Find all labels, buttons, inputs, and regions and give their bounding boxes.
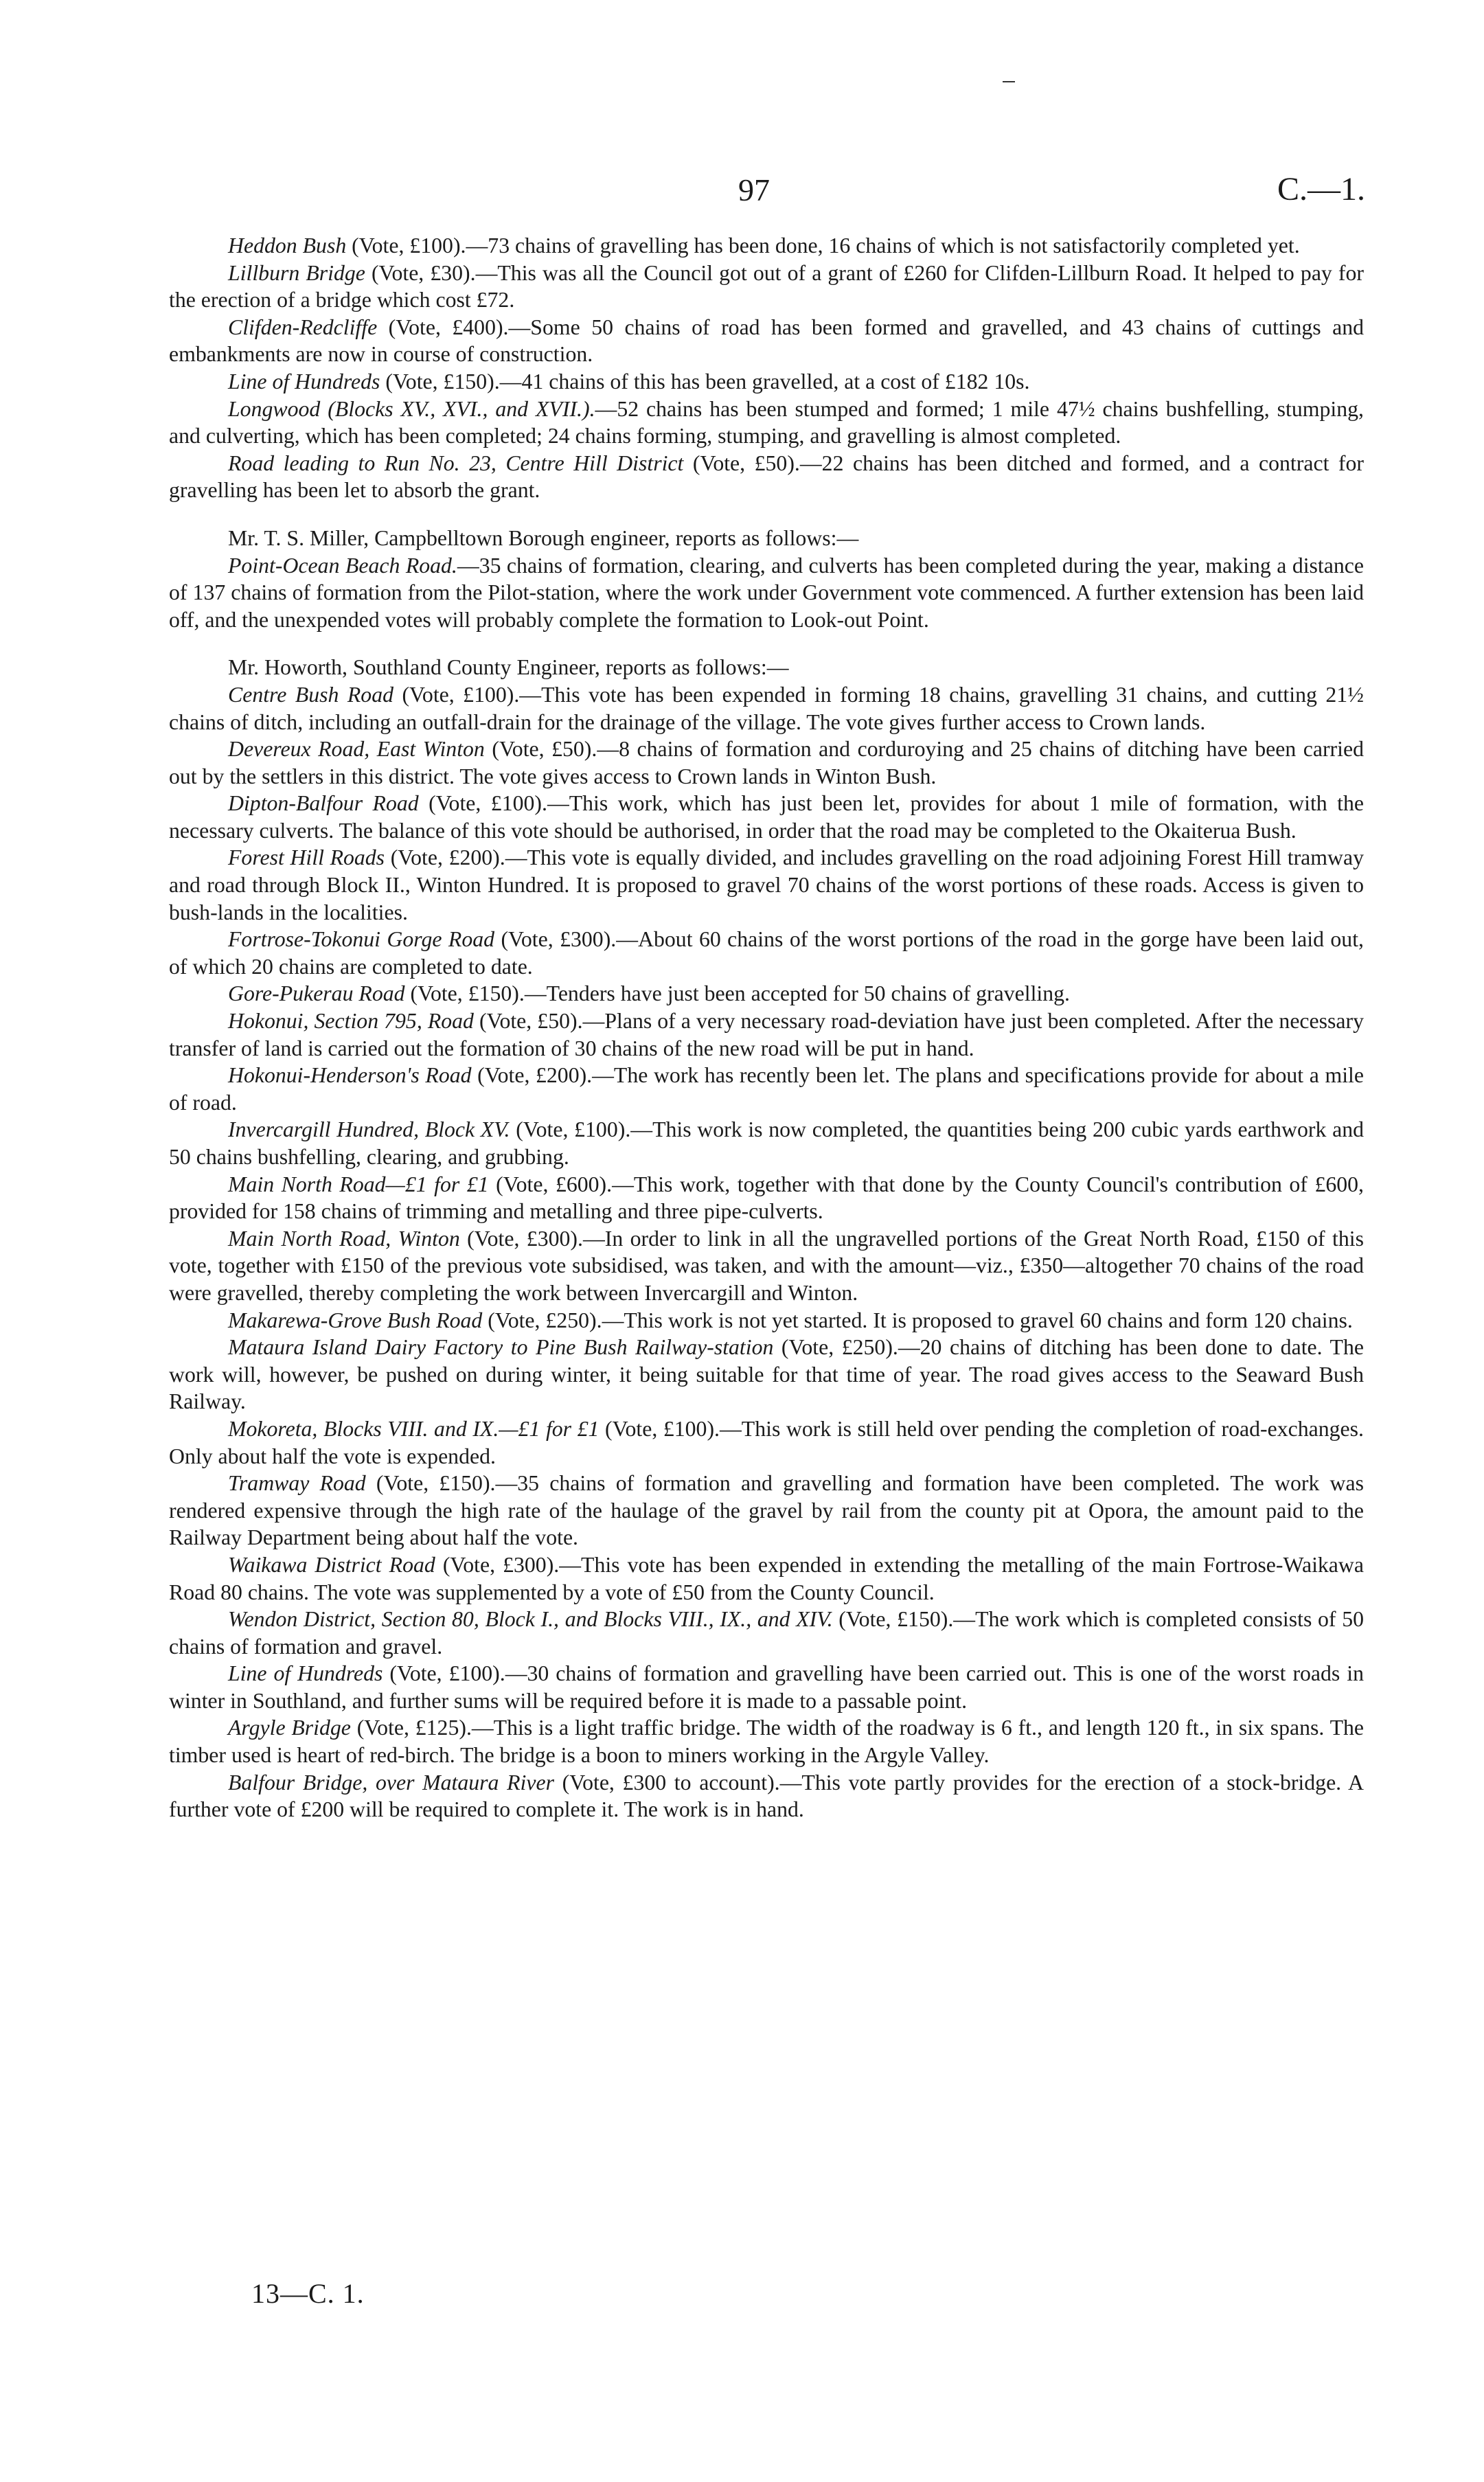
paragraph-heading: Wendon District, Section 80, Block I., and Blocks VIII., IX., and XIV. (228, 1607, 833, 1632)
paragraph-text: (Vote, £150).—Tenders have just been accepted for 50 chains of gravelling. (404, 981, 1070, 1006)
paragraph-heading: Lillburn Bridge (228, 260, 365, 285)
paragraph-heading: Line of Hundreds (228, 1661, 383, 1686)
report-paragraph (169, 926, 1364, 980)
report-paragraph (169, 1415, 1364, 1470)
paragraph-heading: Line of Hundreds (228, 369, 380, 394)
corner-mark (1003, 81, 1015, 82)
report-paragraph (169, 1606, 1364, 1660)
paragraph-text: (Vote, £100).—This work is still held over pending the completion of road-exchanges. Only about half the vote is expended. (169, 1416, 1364, 1468)
report-paragraph (169, 1714, 1364, 1768)
report-paragraph (169, 1116, 1364, 1170)
paragraph-text: (Vote, £150).—35 chains of formation and gravelling and formation have been completed. The work was rendered expensive through the high rate of the haulage of the gravel by rail from the county pit at Opora, the amount paid to the Railway Department being about half the vote. (169, 1471, 1364, 1550)
paragraph-heading: Heddon Bush (228, 234, 347, 258)
paragraph-text: (Vote, £600).—This work, together with that done by the County Council's contribution of £600, provided for 158 chains of trimming and metalling and three pipe-culverts. (169, 1172, 1364, 1224)
report-paragraph (169, 1470, 1364, 1551)
report-paragraph (169, 1007, 1364, 1062)
paragraph-text: —52 chains has been stumped and formed; 1 mile 47½ chains bushfelling, stumping, and culverting, which has been completed; 24 chains forming, stumping, and gravelling is almost completed. (169, 396, 1364, 448)
paragraph-heading: Hokonui-Henderson's Road (228, 1063, 472, 1088)
paragraph-heading: Devereux Road, East Winton (228, 737, 485, 762)
paragraph-text: (Vote, £100).—This work is now completed, the quantities being 200 cubic yards earthwork and 50 chains bushfelling, clearing, and grubbing. (169, 1117, 1364, 1169)
paragraph-heading: Fortrose-Tokonui Gorge Road (228, 927, 495, 952)
report-paragraph (169, 1769, 1364, 1823)
paragraph-text: (Vote, £125).—This is a light traffic bridge. The width of the roadway is 6 ft., and length 120 ft., in six spans. The timber used is heart of red-birch. The bridge is a boon to miners working in the Argyle Valley. (169, 1716, 1364, 1768)
report-paragraph (169, 1660, 1364, 1714)
paragraph-text: (Vote, £50).—22 chains has been ditched and formed, and a contract for gravelling has been let to absorb the grant. (169, 451, 1365, 503)
paragraph-text: Mr. T. S. Miller, Campbelltown Borough engineer, reports as follows:— (228, 525, 859, 550)
paragraph-heading: Argyle Bridge (228, 1716, 351, 1740)
paragraph-text: (Vote, £30).—This was all the Council got out of a grant of £260 for Clifden-Lillburn Road. It helped to pay for the erection of a bridge which cost £72. (169, 260, 1364, 312)
report-intro (169, 654, 1364, 681)
paragraph-heading: Hokonui, Section 795, Road (228, 1009, 474, 1034)
report-paragraph (169, 1225, 1364, 1307)
paragraph-heading: Dipton-Balfour Road (228, 791, 419, 816)
paragraph-heading: Longwood (Blocks XV., XVI., and XVII.). (228, 396, 595, 421)
report-paragraph (169, 980, 1364, 1007)
paragraph-heading: Mataura Island Dairy Factory to Pine Bush Railway-station (228, 1335, 774, 1360)
paragraph-heading: Centre Bush Road (228, 682, 393, 707)
report-paragraph (169, 260, 1364, 314)
paragraph-heading: Invercargill Hundred, Block XV. (228, 1117, 510, 1142)
paragraph-heading: Waikawa District Road (228, 1552, 435, 1577)
paragraph-text: (Vote, £100).—This vote has been expended in forming 18 chains, gravelling 31 chains, and cutting 21½ chains of ditch, including an outfall-drain for the drainage of the village. The vote gives further access to Crown lands. (169, 682, 1364, 734)
document-reference: C.—1. (1277, 171, 1366, 207)
paragraph-heading: Clifden-Redcliffe (228, 315, 378, 339)
report-paragraph (169, 368, 1364, 396)
paragraph-text: (Vote, £400).—Some 50 chains of road has been formed and gravelled, and 43 chains of cuttings and embankments are now in course of construction. (169, 315, 1364, 367)
report-paragraph (169, 450, 1364, 504)
paragraph-heading: Mokoreta, Blocks VIII. and IX.—£1 for £1 (228, 1416, 600, 1441)
report-paragraph (169, 396, 1364, 450)
paragraph-text: (Vote, £150).—The work which is completed consists of 50 chains of formation and gravel. (169, 1607, 1364, 1659)
paragraph-heading: Gore-Pukerau Road (228, 981, 405, 1006)
paragraph-heading: Road leading to Run No. 23, Centre Hill District (228, 451, 684, 475)
paragraph-heading: Forest Hill Roads (228, 845, 385, 870)
paragraph-text: (Vote, £250).—This work is not yet started. It is proposed to gravel 60 chains and form 120 chains. (482, 1308, 1353, 1332)
report-paragraph (169, 790, 1364, 844)
paragraph-text: (Vote, £100).—73 chains of gravelling has been done, 16 chains of which is not satisfactorily completed yet. (346, 234, 1300, 258)
paragraph-heading: Balfour Bridge, over Mataura River (228, 1770, 554, 1795)
paragraph-text: (Vote, £300).—This vote has been expended in extending the metalling of the main Fortrose-Waikawa Road 80 chains. The vote was supplemented by a vote of £50 from the County Council. (169, 1552, 1364, 1604)
paragraph-heading: Makarewa-Grove Bush Road (228, 1308, 483, 1332)
paragraph-text: (Vote, £50).—Plans of a very necessary road-deviation have just been completed. After the necessary transfer of land is carried out the formation of 30 chains of the new road will be put in hand. (169, 1009, 1365, 1060)
paragraph-text: Mr. Howorth, Southland County Engineer, reports as follows:— (228, 655, 789, 680)
paragraph-text: (Vote, £100).—30 chains of formation and gravelling have been carried out. This is one of the worst roads in winter in Southland, and further sums will be required before it is made to a passable point. (169, 1661, 1364, 1713)
report-paragraph (169, 681, 1364, 736)
report-paragraph (169, 1307, 1364, 1334)
paragraph-text: (Vote, £300).—About 60 chains of the worst portions of the road in the gorge have been laid out, of which 20 chains are completed to date. (169, 927, 1364, 979)
paragraph-text: (Vote, £250).—20 chains of ditching has been done to date. The work will, however, be pushed on during winter, it being suitable for that time of year. The road gives access to the Seaward Bush Railway. (169, 1335, 1364, 1414)
report-body (169, 232, 1364, 1823)
paragraph-text: (Vote, £100).—This work, which has just been let, provides for about 1 mile of formation, with the necessary culverts. The balance of this vote should be authorised, in order that the road may be completed to the Okaiterua Bush. (169, 791, 1364, 843)
report-paragraph (169, 1062, 1364, 1116)
paragraph-text: (Vote, £200).—This vote is equally divided, and includes gravelling on the road adjoining Forest Hill tramway and road through Block II., Winton Hundred. It is proposed to gravel 70 chains of the worst portions of these roads. Access is given to bush-lands in the localities. (169, 845, 1364, 924)
paragraph-text: (Vote, £50).—8 chains of formation and corduroying and 25 chains of ditching have been carried out by the settlers in this district. The vote gives access to Crown lands in Winton Bush. (169, 737, 1364, 788)
paragraph-text: (Vote, £300 to account).—This vote partly provides for the erection of a stock-bridge. A further vote of £200 will be required to complete it. The work is in hand. (169, 1770, 1365, 1822)
paragraph-heading: Main North Road, Winton (228, 1226, 460, 1251)
paragraph-text: (Vote, £200).—The work has recently been let. The plans and specifications provide for about a mile of road. (169, 1063, 1364, 1115)
report-intro (169, 525, 1364, 552)
report-paragraph (169, 844, 1364, 926)
paragraph-text: (Vote, £150).—41 chains of this has been gravelled, at a cost of £182 10s. (380, 369, 1030, 394)
paragraph-heading: Tramway Road (228, 1471, 366, 1496)
report-paragraph (169, 232, 1364, 260)
paragraph-heading: Point-Ocean Beach Road. (228, 553, 457, 578)
report-paragraph (169, 1334, 1364, 1415)
report-paragraph (169, 314, 1364, 368)
printer-signature: 13—C. 1. (251, 2278, 365, 2309)
report-paragraph (169, 1171, 1364, 1225)
paragraph-heading: Main North Road—£1 for £1 (228, 1172, 489, 1196)
report-paragraph (169, 736, 1364, 790)
report-paragraph (169, 552, 1364, 634)
report-paragraph (169, 1551, 1364, 1606)
paragraph-text: —35 chains of formation, clearing, and culverts has been completed during the year, making a distance of 137 chains of formation from the Pilot-station, where the work under Government vote commenced. A further extension has been laid off, and the unexpended votes will probably complete the formation to Look-out Point. (169, 553, 1364, 632)
paragraph-text: (Vote, £300).—In order to link in all the ungravelled portions of the Great North Road, £150 of this vote, together with £150 of the previous vote subsidised, was taken, and with the amount—viz., £350—altogether 70 chains of the road were gravelled, thereby completing the work between Invercargill and Winton. (169, 1226, 1364, 1305)
page-number: 97 (738, 172, 770, 207)
